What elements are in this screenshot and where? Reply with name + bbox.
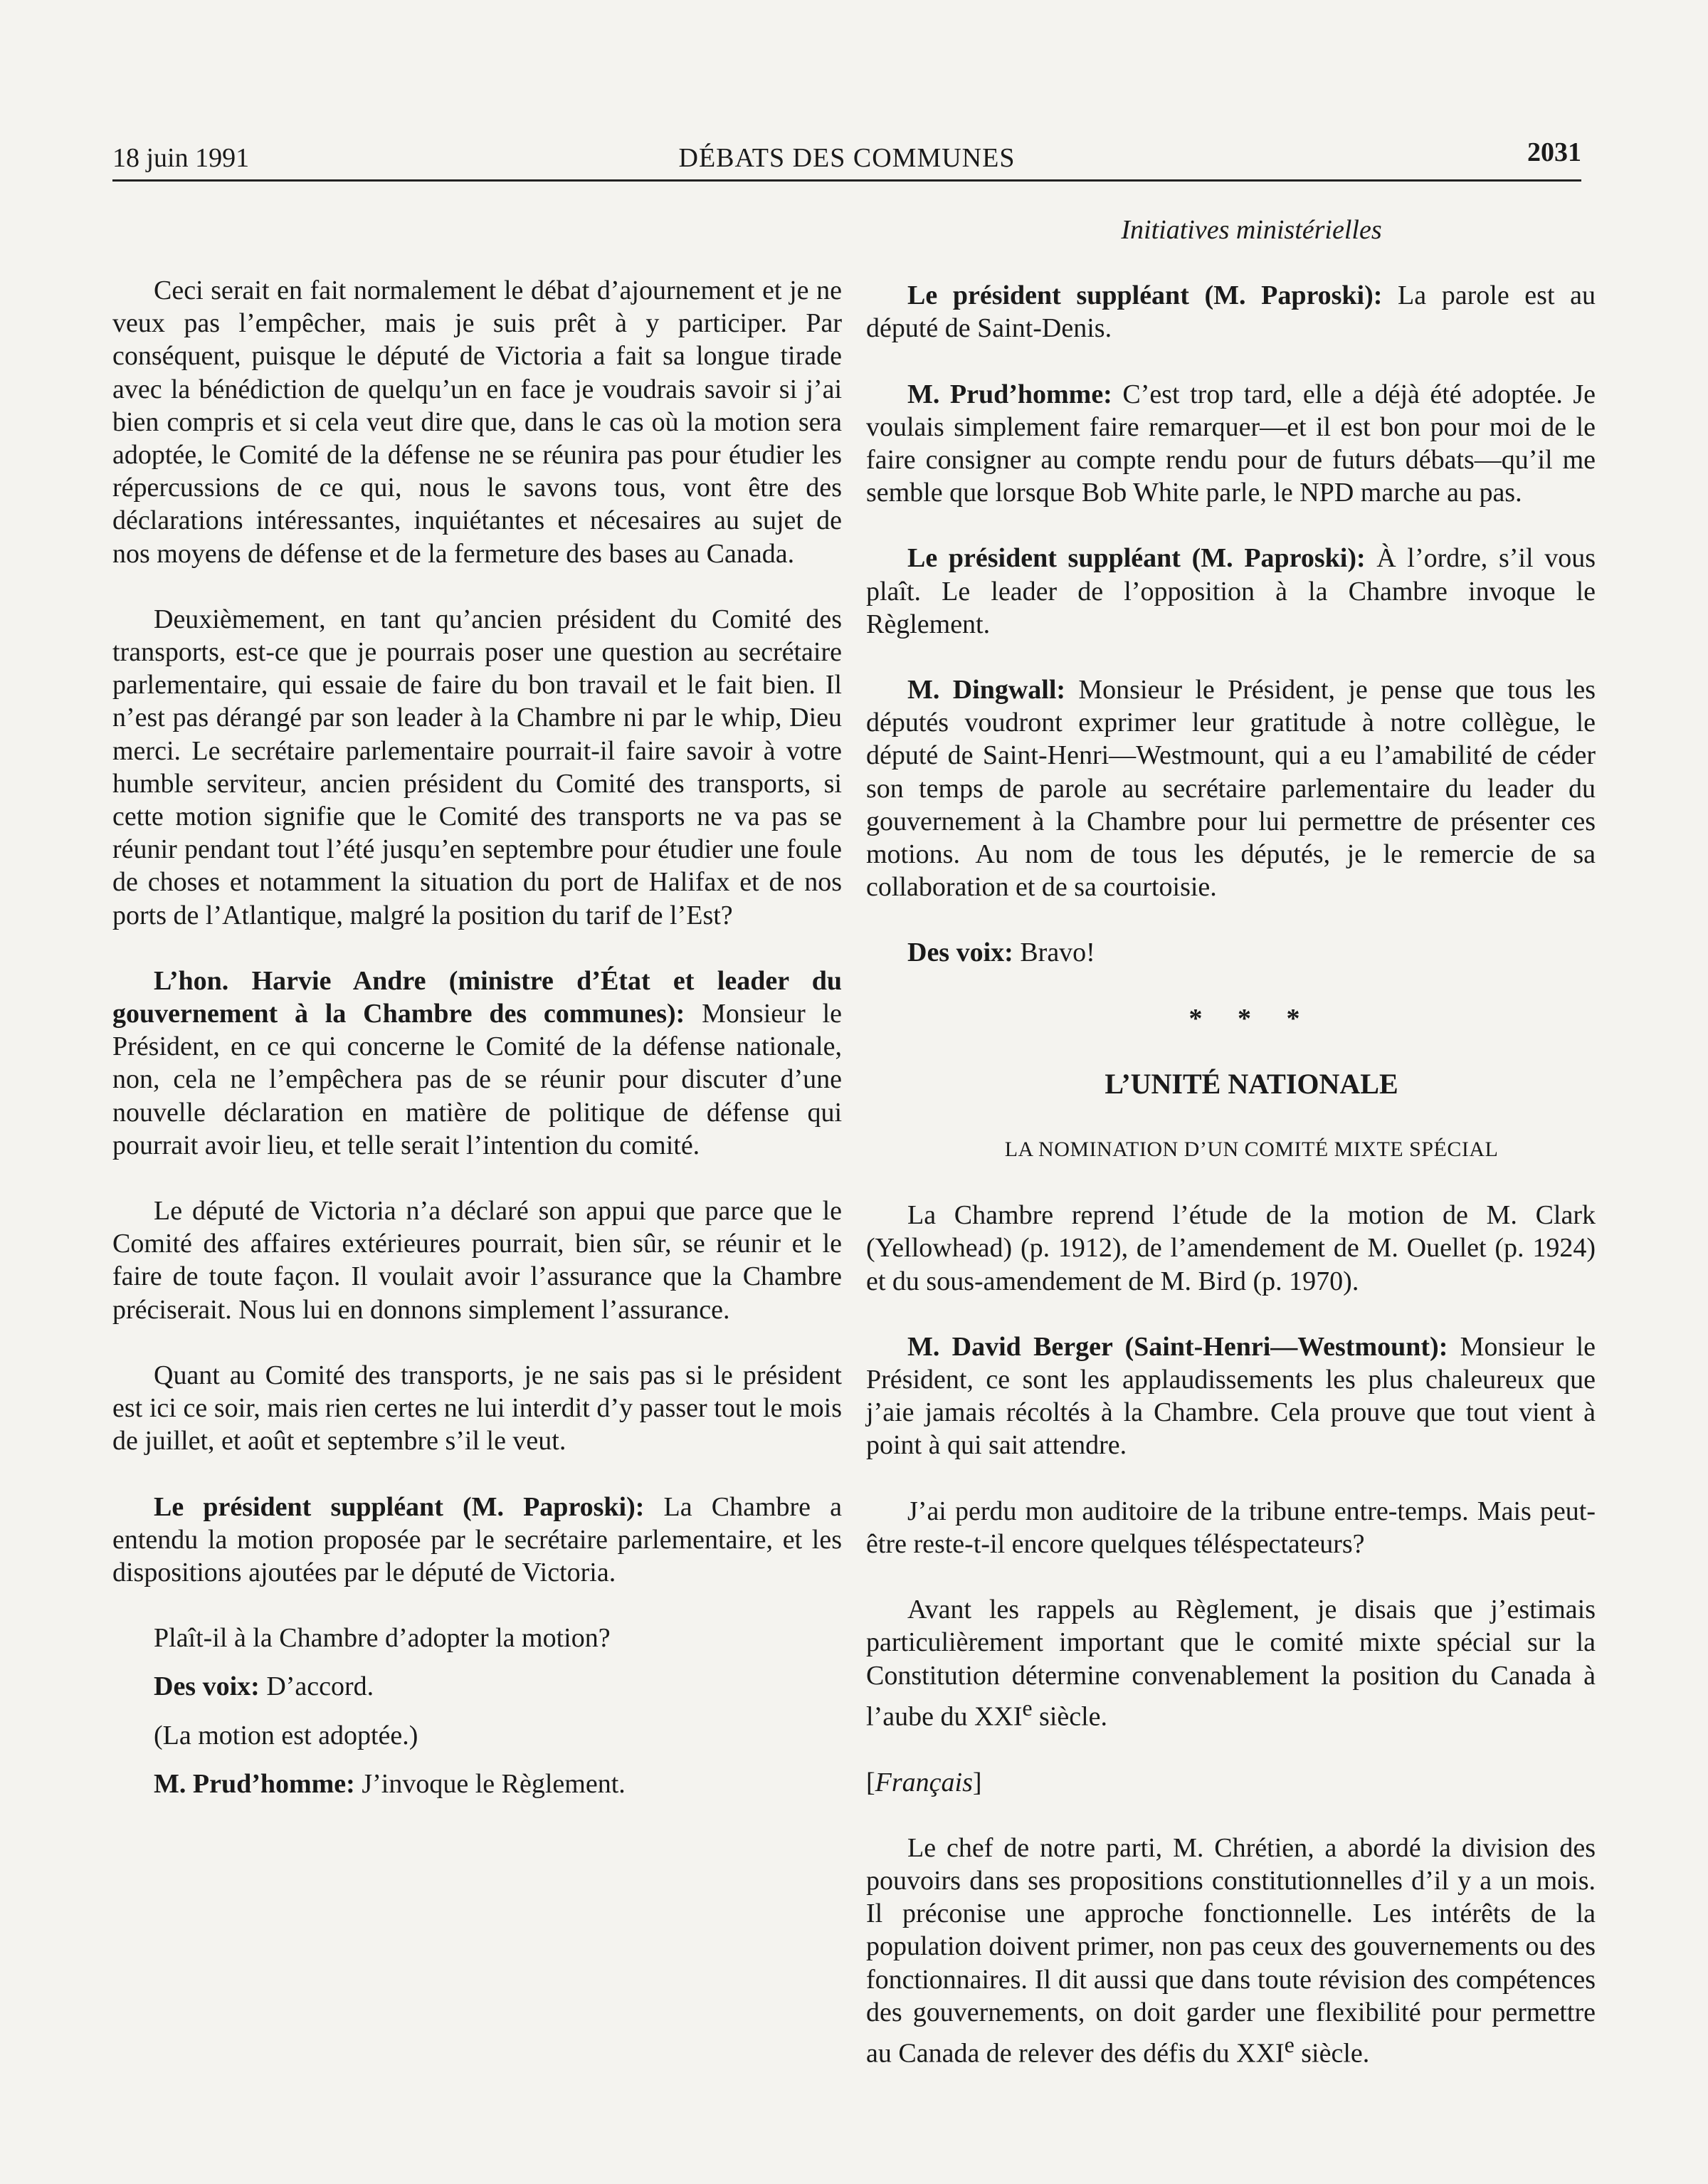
speaker-name: Le président suppléant (M. Paproski):	[907, 280, 1383, 311]
sub-title: LA NOMINATION D’UN COMITÉ MIXTE SPÉCIAL	[1004, 1138, 1499, 1162]
speaker-name: Des voix:	[154, 1671, 260, 1702]
paragraph	[866, 378, 1596, 510]
paragraph	[112, 1491, 842, 1590]
speaker-name: Des voix:	[907, 938, 1013, 968]
section-separator: * * *	[1188, 1003, 1314, 1034]
section-title: L’UNITÉ NATIONALE	[1105, 1067, 1398, 1100]
speech-text: La parole est au député de Saint-Denis.	[866, 280, 1596, 344]
paragraph: Deuxièmement, en tant qu’ancien président du Comité des transports, est-ce que je pourrais poser une question au secrétaire parlementaire, qui essaie de faire du bon travail et le fait bien. Il n’est pas dérangé par son leader à la Chambre ni par le whip, Dieu merci. Le secrétaire parlementaire pourrait-il faire savoir à votre humble serviteur, ancien président du Comité des transports, si cette motion signifie que le Comité des transports ne va pas se réunir pendant tout l’été jusqu’en septembre pour étudier une foule de choses et notamment la situation du port de Halifax et de nos ports de l’Atlantique, malgré la position du tarif de l’Est?	[112, 604, 842, 930]
paragraph: Le député de Victoria n’a déclaré son appui que parce que le Comité des affaires extérieures pourrait, bien sûr, se réunir et le faire de toute façon. Il voulait avoir l’assurance que la Chambre préciserait. Nous lui en donnons simplement l’assurance.	[112, 1196, 842, 1325]
paragraph	[866, 673, 1596, 903]
paragraph: Quant au Comité des transports, je ne sais pas si le président est ici ce soir, mais rien certes ne lui interdit d’y passer tout le mois de juillet, et août et septembre s’il le veut.	[112, 1360, 842, 1456]
right-column	[866, 214, 1596, 2103]
paragraph	[112, 965, 842, 1162]
paragraph	[866, 936, 1596, 969]
speech-text: siècle.	[1294, 2038, 1370, 2069]
paragraph	[866, 542, 1596, 641]
speech-text: Le chef de notre parti, M. Chrétien, a abordé la division des pouvoirs dans ses propositions constitutionnelles d’il y a un mois. Il préconise une approche fonctionnelle. Les intérêts de la population doivent primer, non pas ceux des gouvernements ou des fonctionnaires. Il dit aussi que dans toute révision des compétences des gouvernements, on doit garder une flexibilité pour permettre au Canada de relever des défis du XXI	[866, 1832, 1596, 2069]
header-title: DÉBATS DES COMMUNES	[678, 143, 1016, 173]
speech-text: siècle.	[1032, 1701, 1108, 1732]
page-header	[112, 137, 1581, 179]
speech-text: Bravo!	[1013, 938, 1095, 968]
running-head: Initiatives ministérielles	[1121, 215, 1382, 245]
speaker-name: Le président suppléant (M. Paproski):	[907, 543, 1366, 574]
superscript: e	[1284, 2032, 1295, 2057]
header-rule	[112, 179, 1581, 182]
language-tag: [ Français ]	[866, 1766, 1596, 1799]
speech-text: Monsieur le Président, je pense que tous les députés voudront exprimer leur gratitude à notre collègue, le député de Saint-Henri—Westmount, qui a eu l’amabilité de céder son temps de parole au secrétaire parlementaire du leader du gouvernement à la Chambre pour lui permettre de présenter ces motions. Au nom de tous les députés, je le remercie de sa collaboration et de sa courtoisie.	[866, 675, 1596, 903]
speaker-name: M. David Berger (Saint-Henri—Westmount):	[907, 1331, 1448, 1362]
paragraph	[866, 279, 1596, 345]
paragraph	[112, 1670, 842, 1703]
superscript: e	[1022, 1695, 1033, 1721]
speech-text: À l’ordre, s’il vous plaît. Le leader de l’opposition à la Chambre invoque le Règlement.	[866, 543, 1596, 639]
page-number: 2031	[1527, 137, 1581, 167]
speech-text: J’invoque le Règlement.	[354, 1768, 626, 1799]
header-date: 18 juin 1991	[112, 143, 250, 173]
speaker-name: M. Prud’homme:	[154, 1768, 355, 1799]
paragraph: (La motion est adoptée.)	[154, 1720, 418, 1750]
paragraph: Plaît-il à la Chambre d’adopter la motion?	[154, 1623, 611, 1654]
speech-text: D’accord.	[259, 1671, 374, 1702]
speaker-name: L’hon. Harvie Andre (ministre d’État et leader du gouvernement à la Chambre des communes):	[112, 965, 842, 1029]
speaker-name: M. Prud’homme:	[907, 379, 1112, 409]
paragraph: Ceci serait en fait normalement le débat d’ajournement et je ne veux pas l’empêcher, mais je suis prêt à y participer. Par conséquent, puisque le député de Victoria a fait sa longue tirade avec la bénédiction de quelqu’un en face je voudrais savoir si j’ai bien compris et si cela veut dire que, dans le cas où la motion sera adoptée, le Comité de la défense ne se réunira pas pour étudier les répercussions de ce qui, nous le savons tous, vont être des déclarations intéressantes, inquiétantes et nécesaires au sujet de nos moyens de défense et de la fermeture des bases au Canada.	[112, 275, 842, 569]
speech-text: Monsieur le Président, ce sont les applaudissements les plus chaleureux que j’aie jamais récoltés à la Chambre. Cela prouve que tout vient à point à qui sait attendre.	[866, 1331, 1596, 1461]
speaker-name: Le président suppléant (M. Paproski):	[154, 1491, 645, 1522]
speaker-name: M. Dingwall:	[907, 675, 1066, 705]
paragraph	[866, 1330, 1596, 1462]
speech-text: C’est trop tard, elle a déjà été adoptée. Je voulais simplement faire remarquer—et il est bon pour moi de le faire consigner au compte rendu pour de futurs débats—qu’il me semble que lorsque Bob White parle, le NPD marche au pas.	[866, 379, 1596, 508]
left-column	[112, 274, 842, 1816]
paragraph	[866, 1593, 1596, 1733]
speech-text: La Chambre a entendu la motion proposée par le secrétaire parlementaire, et les dispositions ajoutées par le député de Victoria.	[112, 1491, 843, 1587]
paragraph	[866, 1832, 1596, 2070]
paragraph	[112, 1768, 842, 1800]
speech-text: Monsieur le Président, en ce qui concerne le Comité de la défense nationale, non, cela ne l’empêchera pas de se réunir pour discuter d’une nouvelle déclaration en matière de politique de défense qui pourrait avoir lieu, et telle serait l’intention du comité.	[112, 999, 842, 1160]
speech-text: Avant les rappels au Règlement, je disais que j’estimais particulièrement important que le comité mixte spécial sur la Constitution détermine convenablement la position du Canada à l’aube du XXI	[866, 1595, 1596, 1732]
paragraph: J’ai perdu mon auditoire de la tribune entre-temps. Mais peut-être reste-t-il encore quelques téléspectateurs?	[866, 1496, 1596, 1559]
paragraph: La Chambre reprend l’étude de la motion de M. Clark (Yellowhead) (p. 1912), de l’amendement de M. Ouellet (p. 1924) et du sous-amendement de M. Bird (p. 1970).	[866, 1200, 1596, 1296]
